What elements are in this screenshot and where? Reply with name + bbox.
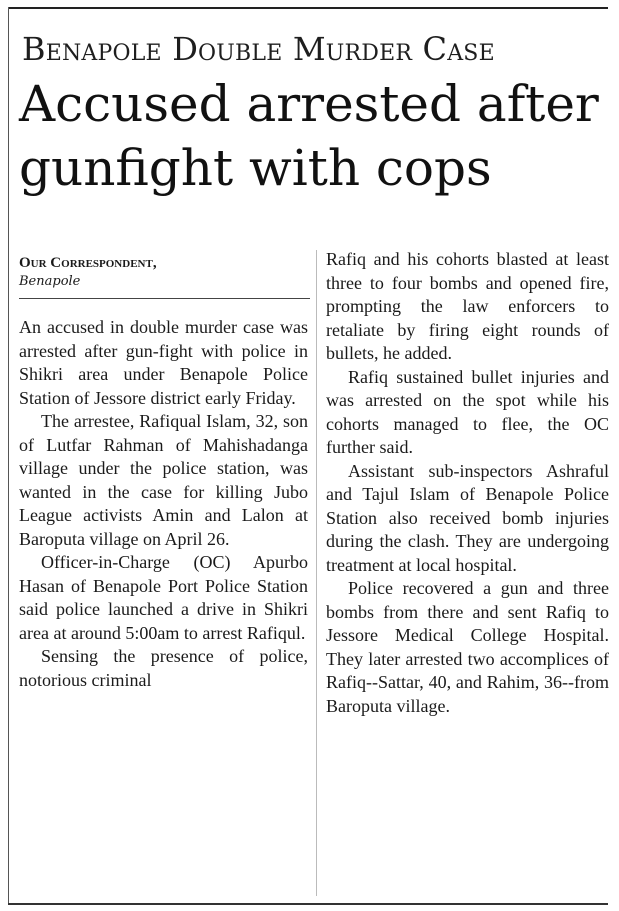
paragraph: An accused in double murder case was arrested after gun-fight with police in Shikri area under Benapole Police Station of Jessore district early Friday.: [19, 317, 308, 408]
paragraph: Rafiq sustained bullet injuries and was arrested on the spot while his cohorts managed to flee, the OC further said.: [326, 366, 609, 457]
byline-dateline: Benapole: [19, 274, 81, 289]
article-column-right: [326, 248, 609, 718]
paragraph: The arrestee, Rafiqual Islam, 32, son of Lutfar Rahman of Mahishadanga village under the police station, was wanted in the case for killing Jubo League activists Amin and Lalon at Baroputa village on April 26.: [19, 411, 308, 549]
kicker-headline: Benapole Double Murder Case: [22, 30, 495, 68]
paragraph: Assistant sub-inspectors Ashraful and Tajul Islam of Benapole Police Station also received bomb injuries during the clash. They are undergoing treatment at local hospital.: [326, 460, 609, 575]
paragraph: Sensing the presence of police, notorious criminal: [19, 646, 308, 690]
byline-divider: [19, 298, 310, 299]
paragraph: Officer-in-Charge (OC) Apurbo Hasan of Benapole Port Police Station said police launched a drive in Shikri area at around 5:00am to arrest Rafiqul.: [19, 552, 308, 643]
top-border-rule: [8, 7, 608, 9]
column-divider: [316, 250, 317, 896]
byline: [19, 254, 310, 290]
paragraph: Rafiq and his cohorts blasted at least three to four bombs and opened fire, prompting the law enforcers to retaliate by firing eight rounds of bullets, he added.: [326, 249, 609, 363]
paragraph: Police recovered a gun and three bombs from there and sent Rafiq to Jessore Medical College Hospital. They later arrested two accomplices of Rafiq--Sattar, 40, and Rahim, 36--from Baroputa village.: [326, 578, 609, 716]
bottom-border-rule: [8, 903, 608, 905]
article-column-left: [19, 316, 308, 692]
byline-author: Our Correspondent,: [19, 255, 157, 271]
left-border-rule: [8, 7, 9, 905]
main-headline: Accused arrested after gunfight with cops: [19, 75, 599, 197]
